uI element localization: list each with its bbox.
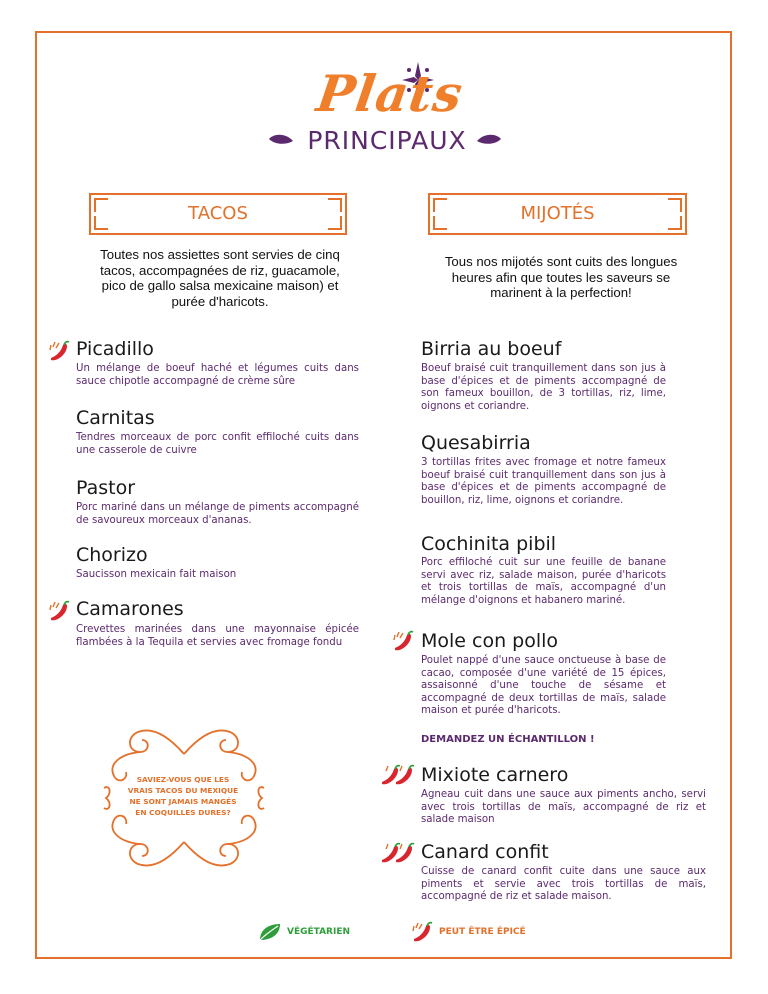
section-label-mijotes: MIJOTÉS <box>520 203 595 224</box>
dish-description: Porc effiloché cuit sur une feuille de banane servi avec riz, salade maison, purée d'haricots et trois tortillas de maïs, accompagné d'un mélange d'oignons et habanero mariné. <box>421 557 666 606</box>
dish-description: Un mélange de boeuf haché et légumes cuits dans sauce chipotle accompagné de crème sûre <box>76 363 359 387</box>
dish-name: Camarones <box>76 598 184 620</box>
dish-description: Poulet nappé d'une sauce onctueuse à base de cacao, composée d'une variété de 15 épices, assaisonné d'une touche de sésame et accompagné de deux tortillas de maïs, salade maison et purée d'haricots. <box>421 655 666 716</box>
right-leaf-ornament-icon <box>476 133 502 147</box>
legend-vegetarian: VÉGÉTARIEN <box>287 927 351 937</box>
chili-pepper-icon <box>47 340 71 362</box>
dish-description: Boeuf braisé cuit tranquillement dans son jus à base d'épices et de piments accompagné de son fameux bouillon, de 3 tortillas, riz, lime, oignons et coriandre. <box>421 363 666 412</box>
dish-description: Porc mariné dans un mélange de piments accompagné de savoureux morceaux d'ananas. <box>76 502 359 526</box>
chili-pepper-icon <box>47 600 71 622</box>
left-leaf-ornament-icon <box>268 133 294 147</box>
tacos-intro: Toutes nos assiettes sont servies de cinq tacos, accompagnées de riz, guacamole, pico de gallo salsa mexicaine maison) et purée d'haricots. <box>100 247 340 309</box>
chili-pepper-icon <box>378 842 418 864</box>
dish-name: Cochinita pibil <box>421 533 557 555</box>
dish-name: Picadillo <box>76 338 154 360</box>
dish-name: Birria au boeuf <box>421 338 562 360</box>
dish-name: Pastor <box>76 477 136 499</box>
mijotes-intro: Tous nos mijotés sont cuits des longues heures afin que toutes les saveurs se marinent à la perfection! <box>444 254 678 300</box>
chili-pepper-icon <box>378 764 418 786</box>
dish-name: Canard confit <box>421 841 549 863</box>
section-label-tacos: TACOS <box>188 203 248 224</box>
page-title-script: Plats <box>313 64 467 123</box>
dish-description: Saucisson mexicain fait maison <box>76 569 237 580</box>
leaf-icon <box>258 922 284 942</box>
legend-spicy: PEUT ÊTRE ÉPICÉ <box>439 927 526 937</box>
chili-pepper-icon <box>391 630 415 652</box>
dish-description: Tendres morceaux de porc confit effiloché cuits dans une casserole de cuivre <box>76 432 359 456</box>
dish-name: Mixiote carnero <box>421 764 569 786</box>
section-header-mijotes <box>428 193 687 235</box>
dish-description: 3 tortillas frites avec fromage et notre fameux boeuf braisé cuit tranquillement dans son jus à base d'épices et de piments accompagné de bouillon, riz, lime, oignons et coriandre. <box>421 457 666 506</box>
dish-name: Chorizo <box>76 544 148 566</box>
dish-name: Quesabirria <box>421 432 531 454</box>
dish-name: Mole con pollo <box>421 630 559 652</box>
sample-callout: DEMANDEZ UN ÉCHANTILLON ! <box>421 734 595 745</box>
chili-pepper-icon <box>410 921 434 943</box>
section-header-tacos <box>89 193 347 235</box>
dish-description: Agneau cuit dans une sauce aux piments ancho, servi avec trois tortillas de maïs, accompagné de riz et salade maison <box>421 789 706 825</box>
page-title: PRINCIPAUX <box>307 126 467 155</box>
dish-name: Carnitas <box>76 407 155 429</box>
fun-fact-text: SAVIEZ-VOUS QUE LES VRAIS TACOS DU MEXIQUE NE SONT JAMAIS MANGÉS EN COQUILLES DURES? <box>127 775 239 817</box>
dish-description: Crevettes marinées dans une mayonnaise épicée flambées à la Tequila et servies avec fromage fondu <box>76 624 359 648</box>
dish-description: Cuisse de canard confit cuite dans une sauce aux piments et servie avec trois tortillas de maïs, accompagné de riz et salade maison. <box>421 866 706 902</box>
